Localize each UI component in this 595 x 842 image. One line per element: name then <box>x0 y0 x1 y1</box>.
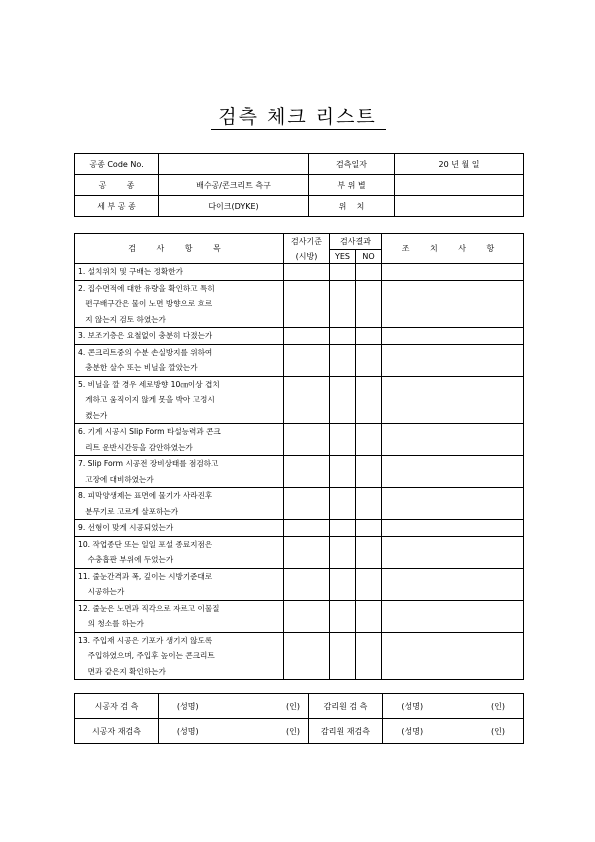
sign-seal-supervisor-re[interactable]: (인) <box>442 719 524 744</box>
checklist-action-cell[interactable] <box>382 344 524 376</box>
checklist-item-text <box>75 264 284 281</box>
checklist-no-cell[interactable] <box>356 376 382 424</box>
checklist-standard-cell[interactable] <box>284 488 330 520</box>
checklist-row <box>75 520 524 537</box>
header-standard: 검사기준 <box>284 234 330 250</box>
checklist-yes-cell[interactable] <box>330 456 356 488</box>
checklist-yes-cell[interactable] <box>330 632 356 680</box>
checklist-item-line: 7. Slip Form 시공전 장비상태를 점검하고 <box>78 459 219 468</box>
checklist-standard-cell[interactable] <box>284 520 330 537</box>
checklist-item-line: 3. 보조기층은 요철없이 충분히 다졌는가 <box>78 331 213 340</box>
checklist-standard-cell[interactable] <box>284 264 330 281</box>
sign-name-contractor[interactable]: (성명) <box>159 694 217 719</box>
info-value-code[interactable] <box>159 154 309 175</box>
checklist-action-cell[interactable] <box>382 536 524 568</box>
sign-seal-contractor[interactable]: (인) <box>217 694 309 719</box>
header-no: NO <box>356 250 382 264</box>
checklist-item-line: 충분한 살수 또는 비닐을 깔았는가 <box>78 363 198 372</box>
checklist-item-line: 6. 기계 시공시 Slip Form 타설능력과 콘크 <box>78 427 221 436</box>
checklist-item-line: 5. 비닐을 깔 경우 세로방향 10㎝이상 겹치 <box>78 379 220 389</box>
sign-name-supervisor-re[interactable]: (성명) <box>383 719 442 744</box>
checklist-item-line: 면과 같은지 확인하는가 <box>78 666 166 676</box>
checklist-row <box>75 456 524 488</box>
checklist-action-cell[interactable] <box>382 456 524 488</box>
header-result: 검사결과 <box>330 234 382 250</box>
checklist-items <box>75 264 524 680</box>
checklist-row <box>75 488 524 520</box>
checklist-item-text <box>75 536 284 568</box>
checklist-action-cell[interactable] <box>382 488 524 520</box>
checklist-no-cell[interactable] <box>356 536 382 568</box>
checklist-row <box>75 264 524 281</box>
checklist-standard-cell[interactable] <box>284 424 330 456</box>
sign-role-supervisor: 감리원 검 측 <box>309 694 383 719</box>
checklist-header-row <box>75 234 524 250</box>
info-value-part[interactable] <box>395 175 524 196</box>
checklist-yes-cell[interactable] <box>330 280 356 328</box>
checklist-table <box>74 233 524 680</box>
checklist-item-line: 지 않는지 검토 하였는가 <box>78 314 166 324</box>
checklist-item-line: 13. 주입재 시공은 기포가 생기지 않도록 <box>78 635 213 645</box>
info-label-part: 부 위 별 <box>309 175 395 196</box>
checklist-action-cell[interactable] <box>382 568 524 600</box>
checklist-item-line: 고장에 대비하였는가 <box>78 474 154 484</box>
info-label-location: 위 치 <box>309 196 395 217</box>
checklist-row <box>75 376 524 424</box>
checklist-yes-cell[interactable] <box>330 536 356 568</box>
checklist-item-line: 4. 콘크리트중의 수분 손실방지를 위하여 <box>78 347 213 357</box>
checklist-action-cell[interactable] <box>382 632 524 680</box>
checklist-row <box>75 344 524 376</box>
checklist-row <box>75 536 524 568</box>
checklist-item-text <box>75 280 284 328</box>
info-label-code: 공종 Code No. <box>75 154 159 175</box>
title-underline <box>211 129 386 130</box>
checklist-no-cell[interactable] <box>356 424 382 456</box>
info-value-detail[interactable]: 다이크(DYKE) <box>159 196 309 217</box>
checklist-item-text <box>75 568 284 600</box>
sign-role-supervisor-re: 감리원 재검측 <box>309 719 383 744</box>
checklist-item-text <box>75 520 284 537</box>
checklist-item-text <box>75 488 284 520</box>
checklist-item-line: 2. 집수면적에 대한 유량을 확인하고 특히 <box>78 283 215 293</box>
checklist-standard-cell[interactable] <box>284 632 330 680</box>
sign-name-contractor-re[interactable]: (성명) <box>159 719 217 744</box>
info-row-code <box>75 154 524 175</box>
checklist-item-text <box>75 344 284 376</box>
signature-table <box>74 693 524 744</box>
checklist-yes-cell[interactable] <box>330 264 356 281</box>
checklist-item-text <box>75 328 284 345</box>
checklist-item-text <box>75 376 284 424</box>
checklist-action-cell[interactable] <box>382 424 524 456</box>
checklist-yes-cell[interactable] <box>330 344 356 376</box>
checklist-standard-cell[interactable] <box>284 344 330 376</box>
checklist-no-cell[interactable] <box>356 632 382 680</box>
checklist-row <box>75 280 524 328</box>
checklist-item-line: 편구배구간은 물이 노면 방향으로 흐르 <box>78 299 213 308</box>
checklist-item-line: 8. 피막양생제는 표면에 물기가 사라진후 <box>78 491 213 500</box>
checklist-standard-cell[interactable] <box>284 376 330 424</box>
checklist-item-line: 수충흡판 부위에 두었는가 <box>78 555 174 564</box>
checklist-item-line: 의 청소를 하는가 <box>78 619 144 628</box>
checklist-standard-cell[interactable] <box>284 568 330 600</box>
checklist-standard-cell[interactable] <box>284 600 330 632</box>
checklist-no-cell[interactable] <box>356 264 382 281</box>
checklist-standard-cell[interactable] <box>284 280 330 328</box>
checklist-action-cell[interactable] <box>382 520 524 537</box>
checklist-row <box>75 632 524 680</box>
header-action: 조 치 사 항 <box>382 234 524 264</box>
sign-name-supervisor[interactable]: (성명) <box>383 694 442 719</box>
info-row-work-type <box>75 175 524 196</box>
signature-row-reinspection <box>75 719 524 744</box>
checklist-action-cell[interactable] <box>382 280 524 328</box>
info-label-date: 검측일자 <box>309 154 395 175</box>
checklist-item-line: 리트 운반시간등을 감안하였는가 <box>78 442 193 452</box>
checklist-no-cell[interactable] <box>356 344 382 376</box>
checklist-no-cell[interactable] <box>356 568 382 600</box>
checklist-yes-cell[interactable] <box>330 328 356 345</box>
checklist-yes-cell[interactable] <box>330 600 356 632</box>
checklist-yes-cell[interactable] <box>330 424 356 456</box>
checklist-no-cell[interactable] <box>356 488 382 520</box>
checklist-item-line: 10. 작업종단 또는 일일 포설 종료지점은 <box>78 539 213 549</box>
checklist-item-line: 9. 선형이 맞게 시공되었는가 <box>78 523 174 532</box>
checklist-no-cell[interactable] <box>356 600 382 632</box>
checklist-standard-cell[interactable] <box>284 328 330 345</box>
sign-role-contractor: 시공자 검 측 <box>75 694 159 719</box>
info-table <box>74 153 524 217</box>
checklist-action-cell[interactable] <box>382 600 524 632</box>
header-standard-sub: (시방) <box>284 250 330 264</box>
checklist-yes-cell[interactable] <box>330 488 356 520</box>
checklist-row <box>75 600 524 632</box>
signature-row-inspection <box>75 694 524 719</box>
checklist-yes-cell[interactable] <box>330 568 356 600</box>
info-label-detail: 세 부 공 종 <box>75 196 159 217</box>
checklist-yes-cell[interactable] <box>330 520 356 537</box>
checklist-action-cell[interactable] <box>382 328 524 345</box>
checklist-item-text <box>75 424 284 456</box>
sign-seal-supervisor[interactable]: (인) <box>442 694 524 719</box>
checklist-row <box>75 328 524 345</box>
checklist-action-cell[interactable] <box>382 376 524 424</box>
sign-role-contractor-re: 시공자 재검측 <box>75 719 159 744</box>
checklist-item-line: 주입하였으며, 주입후 높이는 콘크리트 <box>78 651 215 660</box>
checklist-standard-cell[interactable] <box>284 456 330 488</box>
header-yes: YES <box>330 250 356 264</box>
checklist-no-cell[interactable] <box>356 280 382 328</box>
checklist-item-line: 게하고 움직이지 않게 못을 박아 고정시 <box>78 395 215 404</box>
checklist-item-text <box>75 456 284 488</box>
checklist-yes-cell[interactable] <box>330 376 356 424</box>
sign-seal-contractor-re[interactable]: (인) <box>217 719 309 744</box>
checklist-no-cell[interactable] <box>356 520 382 537</box>
checklist-row <box>75 424 524 456</box>
checklist-item-text <box>75 600 284 632</box>
checklist-no-cell[interactable] <box>356 456 382 488</box>
checklist-item-line: 1. 설치위치 및 구배는 정확한가 <box>78 267 183 276</box>
checklist-item-line: 시공하는가 <box>78 587 125 596</box>
info-row-detail <box>75 196 524 217</box>
checklist-standard-cell[interactable] <box>284 536 330 568</box>
info-value-date[interactable]: 20 년 월 일 <box>395 154 524 175</box>
checklist-row <box>75 568 524 600</box>
checklist-item-line: 11. 줄눈간격과 폭, 깊이는 시방기준대로 <box>78 571 213 581</box>
checklist-item-line: 분무기로 고르게 살포하는가 <box>78 506 179 516</box>
checklist-no-cell[interactable] <box>356 328 382 345</box>
header-item: 검 사 항 목 <box>75 234 284 264</box>
info-label-work-type: 공 종 <box>75 175 159 196</box>
info-value-work-type[interactable]: 배수공/콘크리트 측구 <box>159 175 309 196</box>
info-value-location[interactable] <box>395 196 524 217</box>
checklist-action-cell[interactable] <box>382 264 524 281</box>
checklist-item-text <box>75 632 284 680</box>
page-title: 검측 체크 리스트 <box>218 106 377 128</box>
checklist-item-line: 12. 줄눈은 노면과 직각으로 자르고 이물질 <box>78 603 220 613</box>
checklist-item-line: 켰는가 <box>78 410 108 420</box>
